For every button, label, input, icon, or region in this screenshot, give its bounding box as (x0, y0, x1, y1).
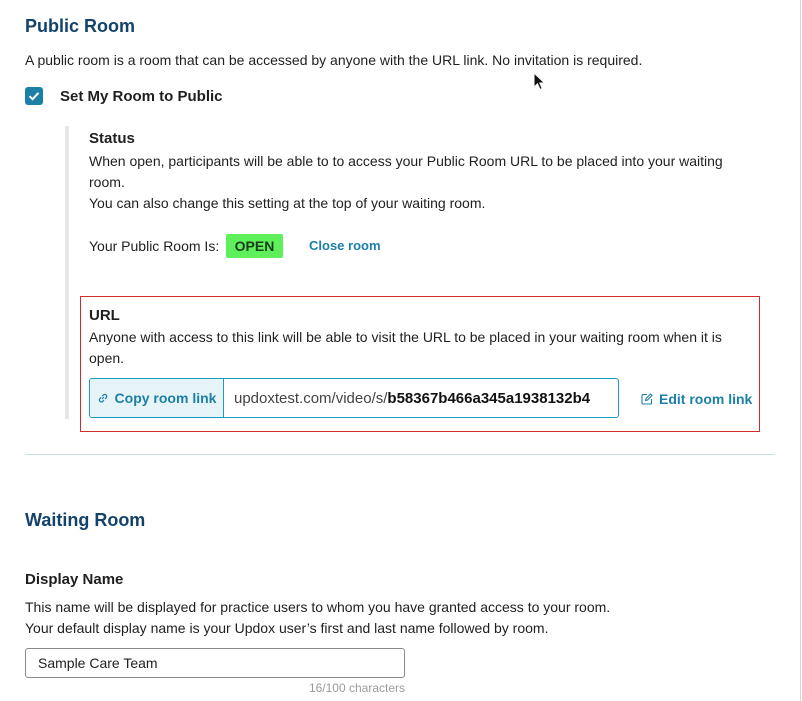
status-heading: Status (89, 130, 135, 147)
display-name-text-line1: This name will be displayed for practice users to whom you have granted access to your room. (25, 599, 611, 615)
status-text-line3: You can also change this setting at the top of your waiting room. (89, 195, 486, 211)
settings-indent-bar (65, 126, 69, 419)
status-text-line2: room. (89, 174, 125, 190)
url-heading: URL (89, 307, 120, 324)
right-border (800, 0, 801, 701)
public-room-checkbox-label[interactable]: Set My Room to Public (60, 88, 223, 105)
public-room-description: A public room is a room that can be accessed by anyone with the URL link. No invitation is required. (25, 52, 643, 68)
edit-room-link-label: Edit room link (659, 391, 753, 407)
link-icon (97, 392, 109, 404)
room-url-prefix: updoxtest.com/video/s/ (234, 389, 388, 407)
display-name-input[interactable] (25, 648, 405, 678)
close-room-link[interactable]: Close room (309, 238, 381, 253)
url-text-line1: Anyone with access to this link will be able to visit the URL to be placed in your waiting room when it is (89, 329, 722, 345)
checkmark-icon (27, 89, 41, 103)
section-divider (25, 454, 775, 455)
public-room-title: Public Room (25, 16, 136, 36)
display-name-character-counter: 16/100 characters (308, 681, 405, 695)
copy-room-link-button[interactable] (90, 379, 224, 417)
copy-room-link-label: Copy room link (114, 390, 217, 406)
public-room-status-label: Your Public Room Is: (89, 238, 220, 254)
display-name-text-line2: Your default display name is your Updox user’s first and last name followed by room. (25, 620, 549, 636)
room-url-id: b58367b466a345a1938132b4 (387, 389, 591, 407)
edit-room-link[interactable] (641, 391, 752, 407)
room-url-field (89, 378, 619, 418)
display-name-heading: Display Name (25, 571, 124, 588)
room-url-value[interactable] (224, 379, 618, 417)
waiting-room-title: Waiting Room (25, 510, 146, 530)
status-badge: OPEN (226, 234, 283, 258)
url-text-line2: open. (89, 350, 125, 366)
mouse-cursor-icon (533, 72, 547, 92)
status-text-line1: When open, participants will be able to to access your Public Room URL to be placed into your waiting (89, 153, 723, 169)
edit-icon (641, 393, 653, 405)
public-room-checkbox[interactable] (25, 87, 43, 105)
